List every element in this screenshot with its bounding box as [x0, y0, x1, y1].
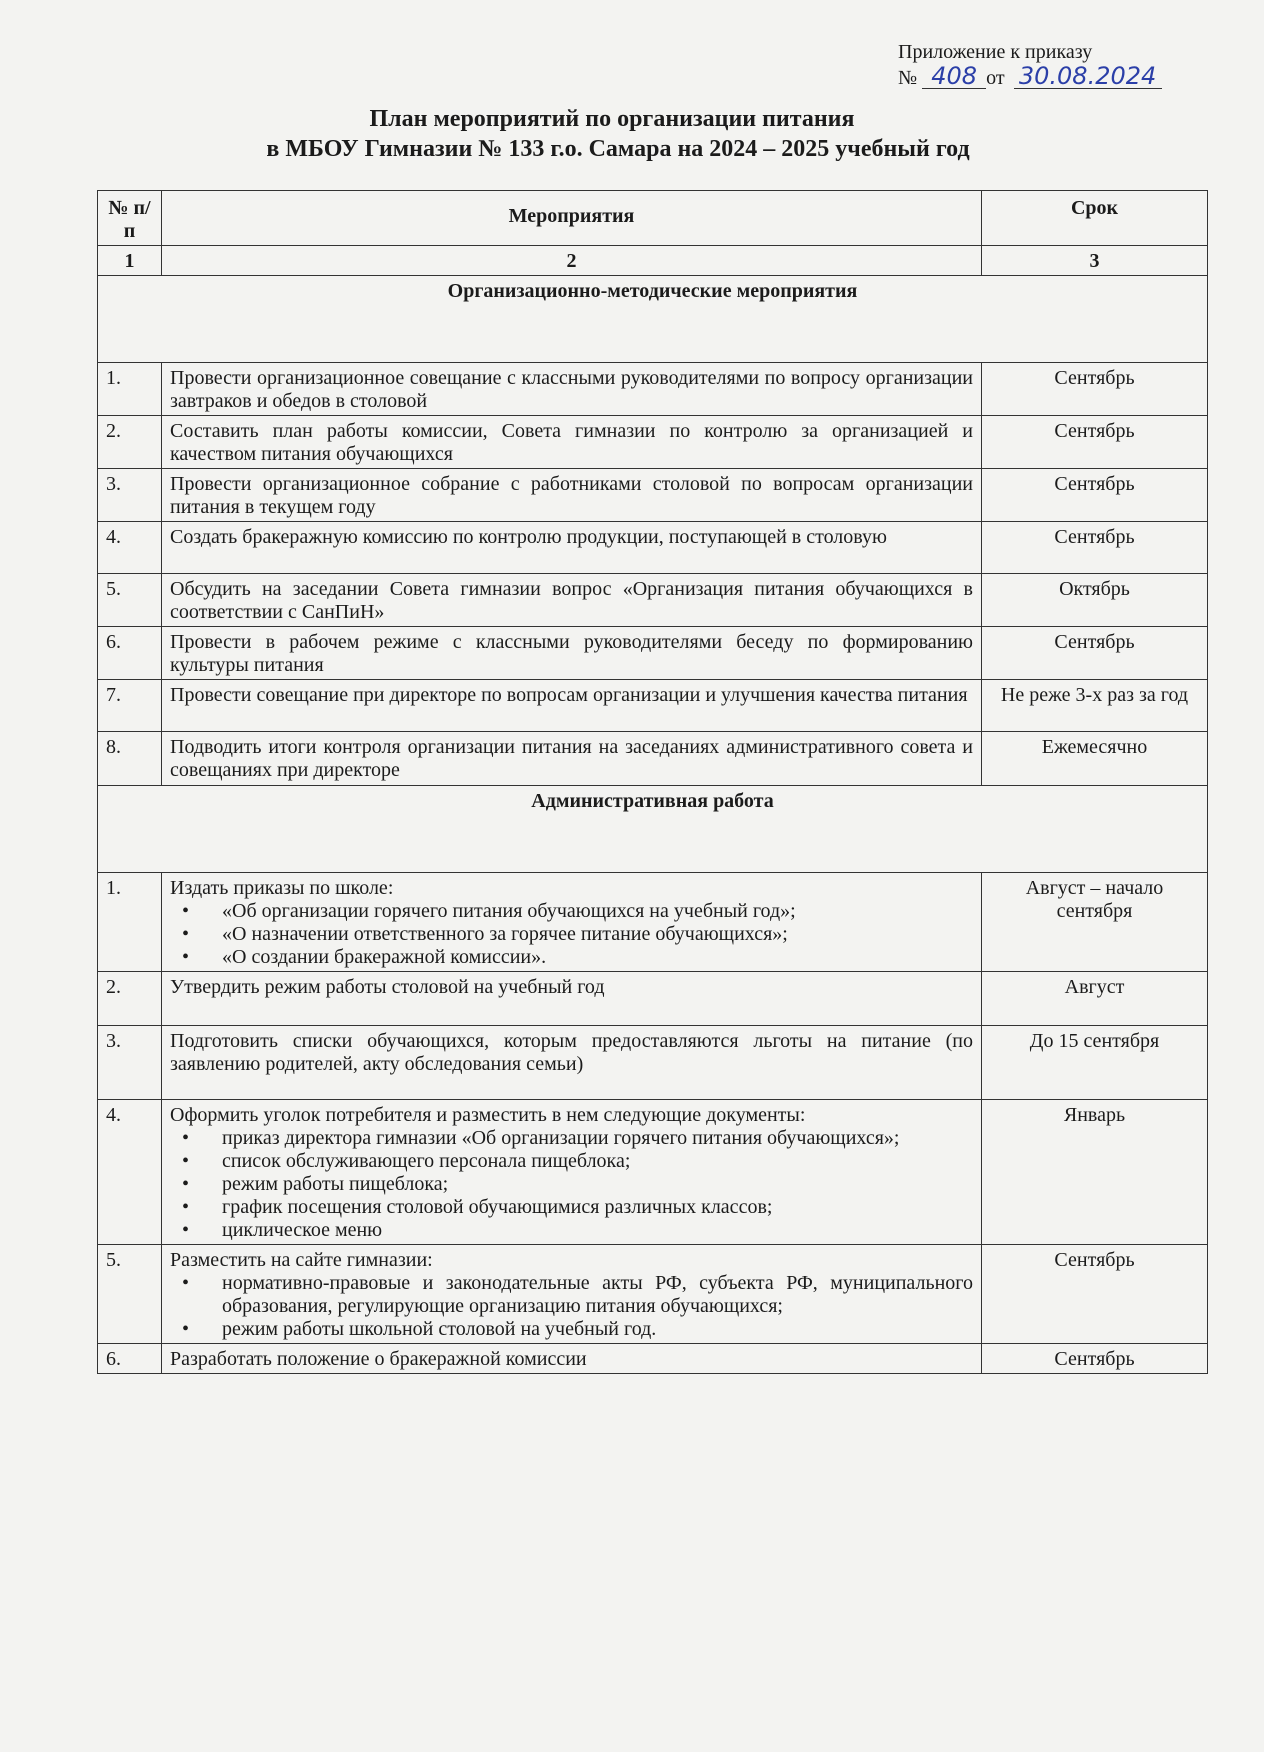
appendix-label: Приложение к приказу — [898, 41, 1093, 63]
table-row — [98, 1245, 1208, 1344]
row-number: 5. — [98, 574, 162, 627]
row-activity: Провести организационное собрание с работниками столовой по вопросам организации питания в текущем году — [162, 469, 982, 522]
row-term: Сентябрь — [982, 363, 1208, 416]
table-row — [98, 522, 1208, 574]
row-term: Не реже 3-х раз за год — [982, 680, 1208, 732]
row-term: Октябрь — [982, 574, 1208, 627]
section-row — [98, 276, 1208, 363]
col-index-3: 3 — [982, 246, 1208, 276]
row-number: 4. — [98, 522, 162, 574]
row-term: Сентябрь — [982, 416, 1208, 469]
bullet-item: • «Об организации горячего питания обучающихся на учебный год»; — [222, 900, 973, 923]
row-activity-intro: Разместить на сайте гимназии: — [170, 1249, 433, 1271]
bullet-item: • нормативно-правовые и законодательные акты РФ, субъекта РФ, муниципального образования, регулирующие организацию питания обучающихся; — [222, 1272, 973, 1318]
row-term: Август – начало сентября — [982, 873, 1208, 972]
table-row — [98, 469, 1208, 522]
section-row — [98, 786, 1208, 873]
row-activity — [162, 873, 982, 972]
bullet-item: • режим работы пищеблока; — [222, 1173, 973, 1196]
table-row — [98, 627, 1208, 680]
col-index-2: 2 — [162, 246, 982, 276]
table-row — [98, 1100, 1208, 1245]
row-activity: Провести организационное совещание с классными руководителями по вопросу организации завтраков и обедов в столовой — [162, 363, 982, 416]
table-row — [98, 680, 1208, 732]
row-term: Сентябрь — [982, 522, 1208, 574]
row-term: Август — [982, 972, 1208, 1026]
document-title-line2: в МБОУ Гимназии № 133 г.о. Самара на 2024 – 2025 учебный год — [266, 136, 970, 162]
row-number: 3. — [98, 1026, 162, 1100]
row-term: Сентябрь — [982, 1245, 1208, 1344]
row-number: 4. — [98, 1100, 162, 1245]
row-activity: Подводить итоги контроля организации питания на заседаниях административного совета и совещаниях при директоре — [162, 732, 982, 786]
row-activity — [162, 1245, 982, 1344]
table-row — [98, 363, 1208, 416]
order-reference — [898, 64, 1162, 92]
table-row — [98, 1344, 1208, 1374]
row-term: До 15 сентября — [982, 1026, 1208, 1100]
row-activity-intro: Оформить уголок потребителя и разместить в нем следующие документы: — [170, 1104, 806, 1126]
row-number: 2. — [98, 972, 162, 1026]
row-number: 1. — [98, 363, 162, 416]
bullet-item: • приказ директора гимназии «Об организации горячего питания обучающихся»; — [222, 1127, 973, 1150]
bullet-item: • режим работы школьной столовой на учебный год. — [222, 1318, 973, 1341]
bullet-list — [170, 1127, 973, 1242]
row-term: Ежемесячно — [982, 732, 1208, 786]
row-number: 7. — [98, 680, 162, 732]
column-index-row — [98, 246, 1208, 276]
row-number: 1. — [98, 873, 162, 972]
date-prefix: от — [986, 67, 1005, 89]
table-row — [98, 873, 1208, 972]
row-activity: Составить план работы комиссии, Совета гимназии по контролю за организацией и качеством питания обучающихся — [162, 416, 982, 469]
table-row — [98, 416, 1208, 469]
bullet-list — [170, 1272, 973, 1341]
row-term: Сентябрь — [982, 1344, 1208, 1374]
col-index-1: 1 — [98, 246, 162, 276]
bullet-item: • график посещения столовой обучающимися различных классов; — [222, 1196, 973, 1219]
bullet-item: • «О создании бракеражной комиссии». — [222, 946, 973, 969]
order-number: 408 — [922, 64, 986, 89]
row-activity: Разработать положение о бракеражной комиссии — [162, 1344, 982, 1374]
row-activity: Подготовить списки обучающихся, которым предоставляются льготы на питание (по заявлению родителей, акту обследования семьи) — [162, 1026, 982, 1100]
table-row — [98, 1026, 1208, 1100]
bullet-item: • циклическое меню — [222, 1219, 973, 1242]
table-row — [98, 574, 1208, 627]
plan-table — [97, 190, 1208, 1374]
row-term: Сентябрь — [982, 469, 1208, 522]
row-activity: Создать бракеражную комиссию по контролю продукции, поступающей в столовую — [162, 522, 982, 574]
number-prefix: № — [898, 67, 918, 89]
section-title: Организационно-методические мероприятия — [98, 276, 1208, 363]
col-header-num: № п/п — [98, 191, 162, 246]
col-header-term: Срок — [982, 191, 1208, 246]
row-activity: Обсудить на заседании Совета гимназии вопрос «Организация питания обучающихся в соответствии с СанПиН» — [162, 574, 982, 627]
row-number: 3. — [98, 469, 162, 522]
table-header-row — [98, 191, 1208, 246]
row-term: Январь — [982, 1100, 1208, 1245]
row-number: 2. — [98, 416, 162, 469]
row-number: 6. — [98, 627, 162, 680]
row-activity: Провести совещание при директоре по вопросам организации и улучшения качества питания — [162, 680, 982, 732]
col-header-activity: Мероприятия — [162, 191, 982, 246]
row-number: 8. — [98, 732, 162, 786]
table-row — [98, 732, 1208, 786]
row-number: 6. — [98, 1344, 162, 1374]
bullet-item: • список обслуживающего персонала пищеблока; — [222, 1150, 973, 1173]
row-activity — [162, 1100, 982, 1245]
row-number: 5. — [98, 1245, 162, 1344]
row-term: Сентябрь — [982, 627, 1208, 680]
section-title: Административная работа — [98, 786, 1208, 873]
row-activity-intro: Издать приказы по школе: — [170, 877, 394, 899]
bullet-list — [170, 900, 973, 969]
document-title-line1: План мероприятий по организации питания — [369, 106, 855, 132]
order-date: 30.08.2024 — [1014, 64, 1162, 89]
bullet-item: • «О назначении ответственного за горячее питание обучающихся»; — [222, 923, 973, 946]
row-activity: Утвердить режим работы столовой на учебный год — [162, 972, 982, 1026]
table-row — [98, 972, 1208, 1026]
row-activity: Провести в рабочем режиме с классными руководителями беседу по формированию культуры питания — [162, 627, 982, 680]
